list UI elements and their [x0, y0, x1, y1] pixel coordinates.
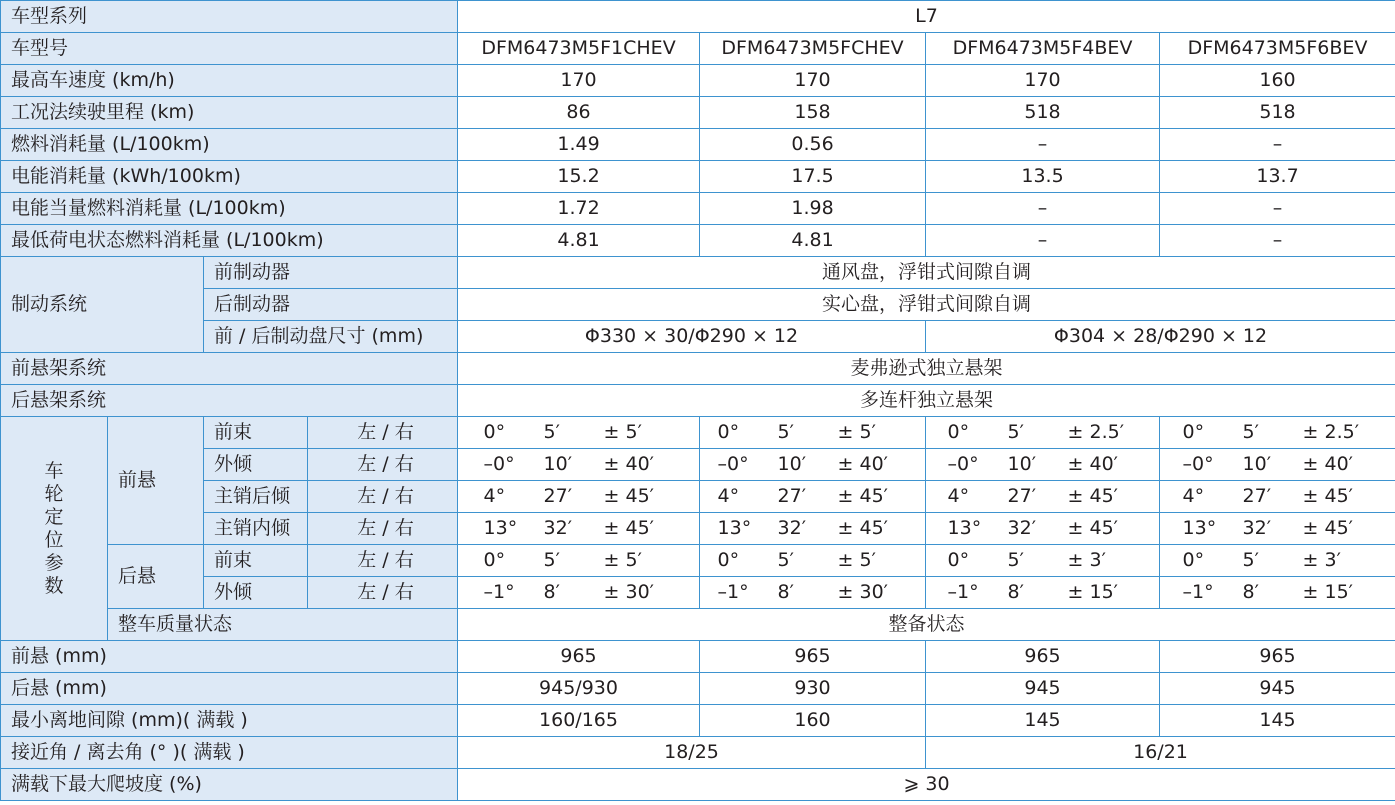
spec-row [1, 705, 1395, 737]
angle-minutes: 10′ [1007, 453, 1037, 475]
angle-minutes: 8′ [1242, 581, 1259, 603]
angle-minutes: 5′ [1007, 549, 1024, 571]
alignment-value [1164, 481, 1391, 512]
alignment-value-cell [926, 513, 1160, 545]
angle-label: 接近角 / 离去角 (° )( 满载 ) [1, 737, 458, 769]
rear-suspension-value: 多连杆独立悬架 [458, 385, 1395, 417]
angle-row [1, 737, 1395, 769]
alignment-param-label: 主销后倾 [204, 481, 308, 513]
row-label: 最低荷电状态燃料消耗量 (L/100km) [1, 225, 458, 257]
alignment-value [930, 417, 1155, 448]
angle-degrees: –0° [483, 453, 515, 475]
value-cell: 13.7 [1160, 161, 1395, 193]
value-cell: – [1160, 129, 1395, 161]
alignment-value [930, 481, 1155, 512]
alignment-value [1164, 513, 1391, 544]
mass-state-value: 整备状态 [458, 609, 1395, 641]
angle-minutes: 32′ [1242, 517, 1272, 539]
angle-minutes: 5′ [543, 549, 560, 571]
alignment-group-char: 轮 [44, 482, 64, 505]
row-label: 前悬 (mm) [1, 641, 458, 673]
alignment-value [704, 481, 921, 512]
brake-front-label: 前制动器 [204, 257, 458, 289]
value-cell: 170 [700, 65, 926, 97]
alignment-value-cell [926, 417, 1160, 449]
angle-tolerance: ± 30′ [603, 581, 654, 603]
alignment-param-label: 前束 [204, 417, 308, 449]
angle-minutes: 32′ [777, 517, 807, 539]
angle-tolerance: ± 3′ [1067, 549, 1106, 571]
value-cell: 145 [926, 705, 1160, 737]
angle-degrees: 0° [947, 421, 970, 443]
value-cell: – [926, 129, 1160, 161]
angle-tolerance: ± 3′ [1302, 549, 1341, 571]
alignment-param-label: 主销内倾 [204, 513, 308, 545]
angle-tolerance: ± 45′ [1067, 485, 1118, 507]
angle-degrees: 0° [947, 549, 970, 571]
value-cell: 1.49 [458, 129, 700, 161]
alignment-group-char: 定 [44, 505, 64, 528]
spec-row [1, 225, 1395, 257]
alignment-group-char: 参 [44, 551, 64, 574]
row-label: 最高车速度 (km/h) [1, 65, 458, 97]
alignment-value [1164, 545, 1391, 576]
climb-row [1, 769, 1395, 801]
value-cell: 930 [700, 673, 926, 705]
front-axle-label: 前悬 [108, 417, 204, 545]
angle-degrees: 0° [483, 421, 506, 443]
value-cell: 160 [1160, 65, 1395, 97]
alignment-value-cell [1160, 417, 1395, 449]
alignment-value-cell [458, 481, 700, 513]
value-cell: 160 [700, 705, 926, 737]
rear-suspension-row [1, 385, 1395, 417]
alignment-param-label: 外倾 [204, 449, 308, 481]
angle-tolerance: ± 45′ [837, 517, 888, 539]
brake-disc-row [1, 321, 1395, 353]
angle-degrees: –0° [717, 453, 749, 475]
value-cell: 86 [458, 97, 700, 129]
value-cell: 13.5 [926, 161, 1160, 193]
alignment-value [704, 513, 921, 544]
front-suspension-label: 前悬架系统 [1, 353, 458, 385]
alignment-value [930, 513, 1155, 544]
model-row [1, 33, 1395, 65]
angle-degrees: 13° [483, 517, 518, 539]
alignment-row [1, 449, 1395, 481]
alignment-value-cell [926, 481, 1160, 513]
spec-row [1, 65, 1395, 97]
alignment-value [1164, 449, 1391, 480]
rear-axle-label: 后悬 [108, 545, 204, 609]
alignment-value-cell [1160, 481, 1395, 513]
angle-minutes: 10′ [543, 453, 573, 475]
angle-tolerance: ± 40′ [1067, 453, 1118, 475]
angle-degrees: –1° [483, 581, 515, 603]
value-cell: – [1160, 225, 1395, 257]
alignment-row [1, 481, 1395, 513]
angle-value: 16/21 [926, 737, 1395, 769]
alignment-value [704, 449, 921, 480]
angle-tolerance: ± 45′ [1302, 517, 1353, 539]
angle-tolerance: ± 40′ [837, 453, 888, 475]
brake-rear-label: 后制动器 [204, 289, 458, 321]
alignment-value [704, 417, 921, 448]
angle-minutes: 32′ [1007, 517, 1037, 539]
alignment-value-cell [700, 513, 926, 545]
value-cell: 15.2 [458, 161, 700, 193]
value-cell: 145 [1160, 705, 1395, 737]
alignment-value [1164, 417, 1391, 448]
angle-tolerance: ± 2.5′ [1067, 421, 1125, 443]
alignment-value-cell [1160, 449, 1395, 481]
spec-row [1, 673, 1395, 705]
alignment-value [930, 545, 1155, 576]
angle-degrees: 0° [1182, 549, 1205, 571]
angle-tolerance: ± 30′ [837, 581, 888, 603]
brake-front-row [1, 257, 1395, 289]
alignment-group-char: 车 [44, 459, 64, 482]
alignment-value [930, 577, 1155, 608]
alignment-row [1, 577, 1395, 609]
series-label: 车型系列 [1, 1, 458, 33]
alignment-value-cell [926, 577, 1160, 609]
angle-degrees: 0° [717, 549, 740, 571]
angle-degrees: 13° [947, 517, 982, 539]
value-cell: 965 [1160, 641, 1395, 673]
angle-tolerance: ± 40′ [603, 453, 654, 475]
side-label: 左 / 右 [308, 577, 458, 609]
value-cell: 0.56 [700, 129, 926, 161]
series-value: L7 [458, 1, 1395, 33]
angle-degrees: –0° [947, 453, 979, 475]
angle-degrees: –1° [1182, 581, 1214, 603]
mass-state-row [1, 609, 1395, 641]
value-cell: 1.98 [700, 193, 926, 225]
brake-group-label: 制动系统 [1, 257, 204, 353]
row-label: 最小离地间隙 (mm)( 满载 ) [1, 705, 458, 737]
alignment-value-cell [926, 449, 1160, 481]
angle-minutes: 10′ [777, 453, 807, 475]
alignment-value [462, 545, 695, 576]
angle-tolerance: ± 40′ [1302, 453, 1353, 475]
alignment-value-cell [458, 513, 700, 545]
angle-degrees: 4° [1182, 485, 1205, 507]
brake-disc-label: 前 / 后制动盘尺寸 (mm) [204, 321, 458, 353]
side-label: 左 / 右 [308, 545, 458, 577]
angle-tolerance: ± 45′ [603, 485, 654, 507]
angle-minutes: 5′ [1242, 421, 1259, 443]
spec-row [1, 641, 1395, 673]
angle-minutes: 8′ [1007, 581, 1024, 603]
model-name: DFM6473M5F6BEV [1160, 33, 1395, 65]
alignment-group-char: 数 [44, 574, 64, 597]
angle-minutes: 5′ [777, 549, 794, 571]
value-cell: 4.81 [458, 225, 700, 257]
spec-row [1, 161, 1395, 193]
angle-tolerance: ± 45′ [1302, 485, 1353, 507]
value-cell: – [926, 193, 1160, 225]
angle-degrees: 4° [717, 485, 740, 507]
value-cell: 170 [458, 65, 700, 97]
angle-degrees: 13° [717, 517, 752, 539]
angle-minutes: 10′ [1242, 453, 1272, 475]
rear-suspension-label: 后悬架系统 [1, 385, 458, 417]
value-cell: 4.81 [700, 225, 926, 257]
side-label: 左 / 右 [308, 481, 458, 513]
alignment-value-cell [926, 545, 1160, 577]
value-cell: 945/930 [458, 673, 700, 705]
angle-value: 18/25 [458, 737, 926, 769]
angle-minutes: 27′ [777, 485, 807, 507]
alignment-value [930, 449, 1155, 480]
angle-tolerance: ± 15′ [1067, 581, 1118, 603]
climb-label: 满载下最大爬坡度 (%) [1, 769, 458, 801]
angle-tolerance: ± 45′ [837, 485, 888, 507]
alignment-value-cell [458, 417, 700, 449]
alignment-value [1164, 577, 1391, 608]
angle-minutes: 5′ [777, 421, 794, 443]
angle-tolerance: ± 45′ [603, 517, 654, 539]
side-label: 左 / 右 [308, 513, 458, 545]
value-cell: 158 [700, 97, 926, 129]
front-suspension-row [1, 353, 1395, 385]
angle-degrees: 4° [483, 485, 506, 507]
spec-row [1, 193, 1395, 225]
row-label: 工况法续驶里程 (km) [1, 97, 458, 129]
alignment-value [704, 577, 921, 608]
alignment-value [704, 545, 921, 576]
climb-value: ⩾ 30 [458, 769, 1395, 801]
alignment-param-label: 前束 [204, 545, 308, 577]
alignment-value [462, 513, 695, 544]
alignment-value-cell [700, 417, 926, 449]
angle-tolerance: ± 5′ [837, 549, 876, 571]
value-cell: 518 [1160, 97, 1395, 129]
angle-degrees: –1° [717, 581, 749, 603]
angle-tolerance: ± 5′ [837, 421, 876, 443]
alignment-value-cell [1160, 513, 1395, 545]
value-cell: – [926, 225, 1160, 257]
angle-minutes: 5′ [543, 421, 560, 443]
angle-tolerance: ± 5′ [603, 421, 642, 443]
value-cell: 518 [926, 97, 1160, 129]
brake-disc-value: Φ304 × 28/Φ290 × 12 [926, 321, 1395, 353]
angle-degrees: –0° [1182, 453, 1214, 475]
angle-tolerance: ± 2.5′ [1302, 421, 1360, 443]
value-cell: 1.72 [458, 193, 700, 225]
value-cell: 160/165 [458, 705, 700, 737]
angle-degrees: 0° [717, 421, 740, 443]
alignment-value [462, 417, 695, 448]
row-label: 燃料消耗量 (L/100km) [1, 129, 458, 161]
row-label: 后悬 (mm) [1, 673, 458, 705]
value-cell: 945 [1160, 673, 1395, 705]
brake-rear-value: 实心盘，浮钳式间隙自调 [458, 289, 1395, 321]
angle-tolerance: ± 15′ [1302, 581, 1353, 603]
angle-degrees: –1° [947, 581, 979, 603]
alignment-group-label [1, 417, 108, 641]
side-label: 左 / 右 [308, 417, 458, 449]
brake-front-value: 通风盘，浮钳式间隙自调 [458, 257, 1395, 289]
alignment-value-cell [1160, 577, 1395, 609]
alignment-row [1, 545, 1395, 577]
angle-degrees: 0° [1182, 421, 1205, 443]
alignment-group-char: 位 [44, 528, 64, 551]
front-suspension-value: 麦弗逊式独立悬架 [458, 353, 1395, 385]
angle-minutes: 27′ [1007, 485, 1037, 507]
angle-minutes: 27′ [543, 485, 573, 507]
model-label: 车型号 [1, 33, 458, 65]
alignment-value-cell [458, 449, 700, 481]
angle-minutes: 5′ [1242, 549, 1259, 571]
row-label: 电能当量燃料消耗量 (L/100km) [1, 193, 458, 225]
value-cell: 965 [926, 641, 1160, 673]
angle-minutes: 5′ [1007, 421, 1024, 443]
value-cell: 965 [458, 641, 700, 673]
angle-degrees: 4° [947, 485, 970, 507]
model-name: DFM6473M5FCHEV [700, 33, 926, 65]
series-row [1, 1, 1395, 33]
angle-minutes: 8′ [777, 581, 794, 603]
alignment-value-cell [700, 577, 926, 609]
angle-minutes: 27′ [1242, 485, 1272, 507]
angle-degrees: 0° [483, 549, 506, 571]
side-label: 左 / 右 [308, 449, 458, 481]
mass-state-label: 整车质量状态 [108, 609, 458, 641]
value-cell: 17.5 [700, 161, 926, 193]
model-name: DFM6473M5F1CHEV [458, 33, 700, 65]
alignment-value [462, 481, 695, 512]
angle-minutes: 32′ [543, 517, 573, 539]
row-label: 电能消耗量 (kWh/100km) [1, 161, 458, 193]
spec-row [1, 97, 1395, 129]
angle-tolerance: ± 5′ [603, 549, 642, 571]
angle-degrees: 13° [1182, 517, 1217, 539]
brake-rear-row [1, 289, 1395, 321]
alignment-value [462, 577, 695, 608]
angle-tolerance: ± 45′ [1067, 517, 1118, 539]
alignment-value-cell [1160, 545, 1395, 577]
brake-disc-value: Φ330 × 30/Φ290 × 12 [458, 321, 926, 353]
alignment-param-label: 外倾 [204, 577, 308, 609]
alignment-value-cell [700, 449, 926, 481]
value-cell: – [1160, 193, 1395, 225]
alignment-value-cell [700, 481, 926, 513]
alignment-value-cell [458, 545, 700, 577]
model-name: DFM6473M5F4BEV [926, 33, 1160, 65]
angle-minutes: 8′ [543, 581, 560, 603]
value-cell: 945 [926, 673, 1160, 705]
value-cell: 965 [700, 641, 926, 673]
alignment-row [1, 417, 1395, 449]
alignment-value-cell [700, 545, 926, 577]
alignment-value-cell [458, 577, 700, 609]
alignment-value [462, 449, 695, 480]
spec-row [1, 129, 1395, 161]
value-cell: 170 [926, 65, 1160, 97]
alignment-row [1, 513, 1395, 545]
